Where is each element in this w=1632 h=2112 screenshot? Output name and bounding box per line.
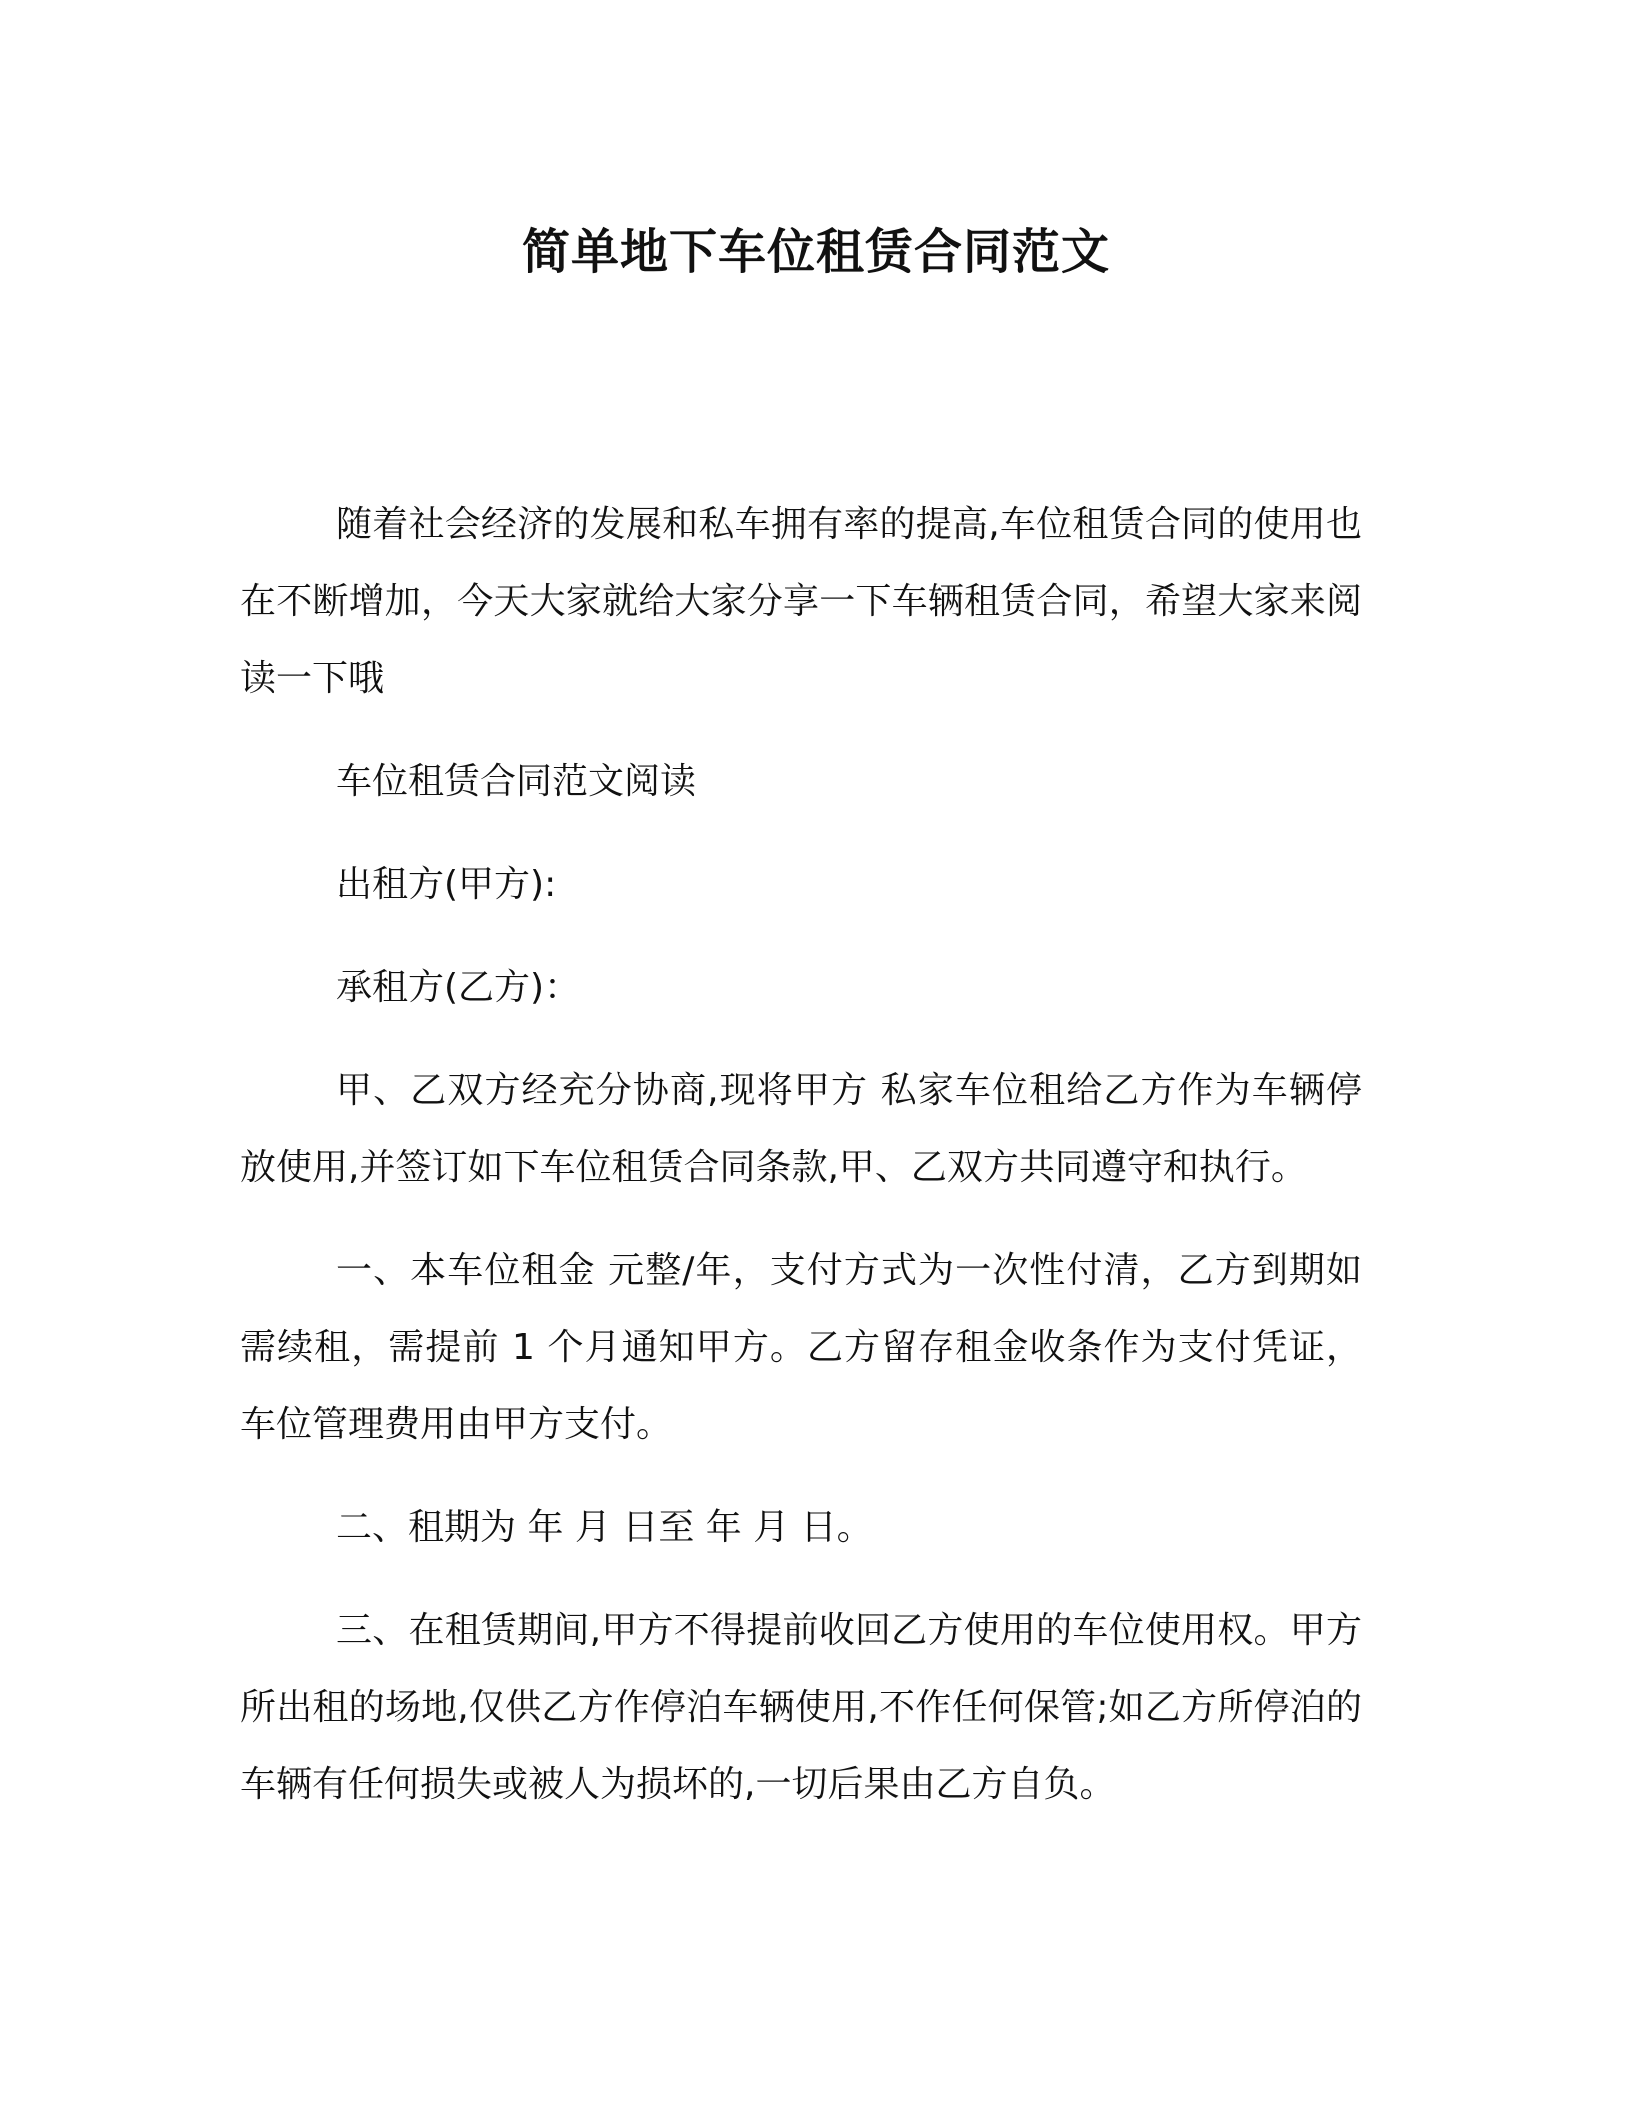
agreement-paragraph: 甲、乙双方经充分协商,现将甲方 私家车位租给乙方作为车辆停放使用,并签订如下车位租赁合同条款,甲、乙双方共同遵守和执行。 — [240, 1070, 1362, 1188]
clause-three: 三、在租赁期间,甲方不得提前收回乙方使用的车位使用权。甲方所出租的场地,仅供乙方作停泊车辆使用,不作任何保管;如乙方所停泊的车辆有任何损失或被人为损坏的,一切后果由乙方自负。 — [240, 1610, 1362, 1805]
lessor-line: 出租方(甲方): — [336, 864, 557, 905]
intro-paragraph: 随着社会经济的发展和私车拥有率的提高,车位租赁合同的使用也在不断增加，今天大家就给大家分享一下车辆租赁合同，希望大家来阅读一下哦 — [240, 504, 1362, 699]
lessee-line: 承租方(乙方)： — [336, 967, 581, 1008]
clause-two: 二、租期为 年 月 日至 年 月 日。 — [336, 1507, 873, 1548]
document-body — [240, 486, 1362, 1849]
section-heading: 车位租赁合同范文阅读 — [336, 761, 697, 802]
document-title: 简单地下车位租赁合同范文 — [521, 224, 1110, 280]
clause-one: 一、本车位租金 元整/年，支付方式为一次性付清，乙方到期如需续租，需提前 1 个月通知甲方。乙方留存租金收条作为支付凭证，车位管理费用由甲方支付。 — [240, 1250, 1362, 1445]
